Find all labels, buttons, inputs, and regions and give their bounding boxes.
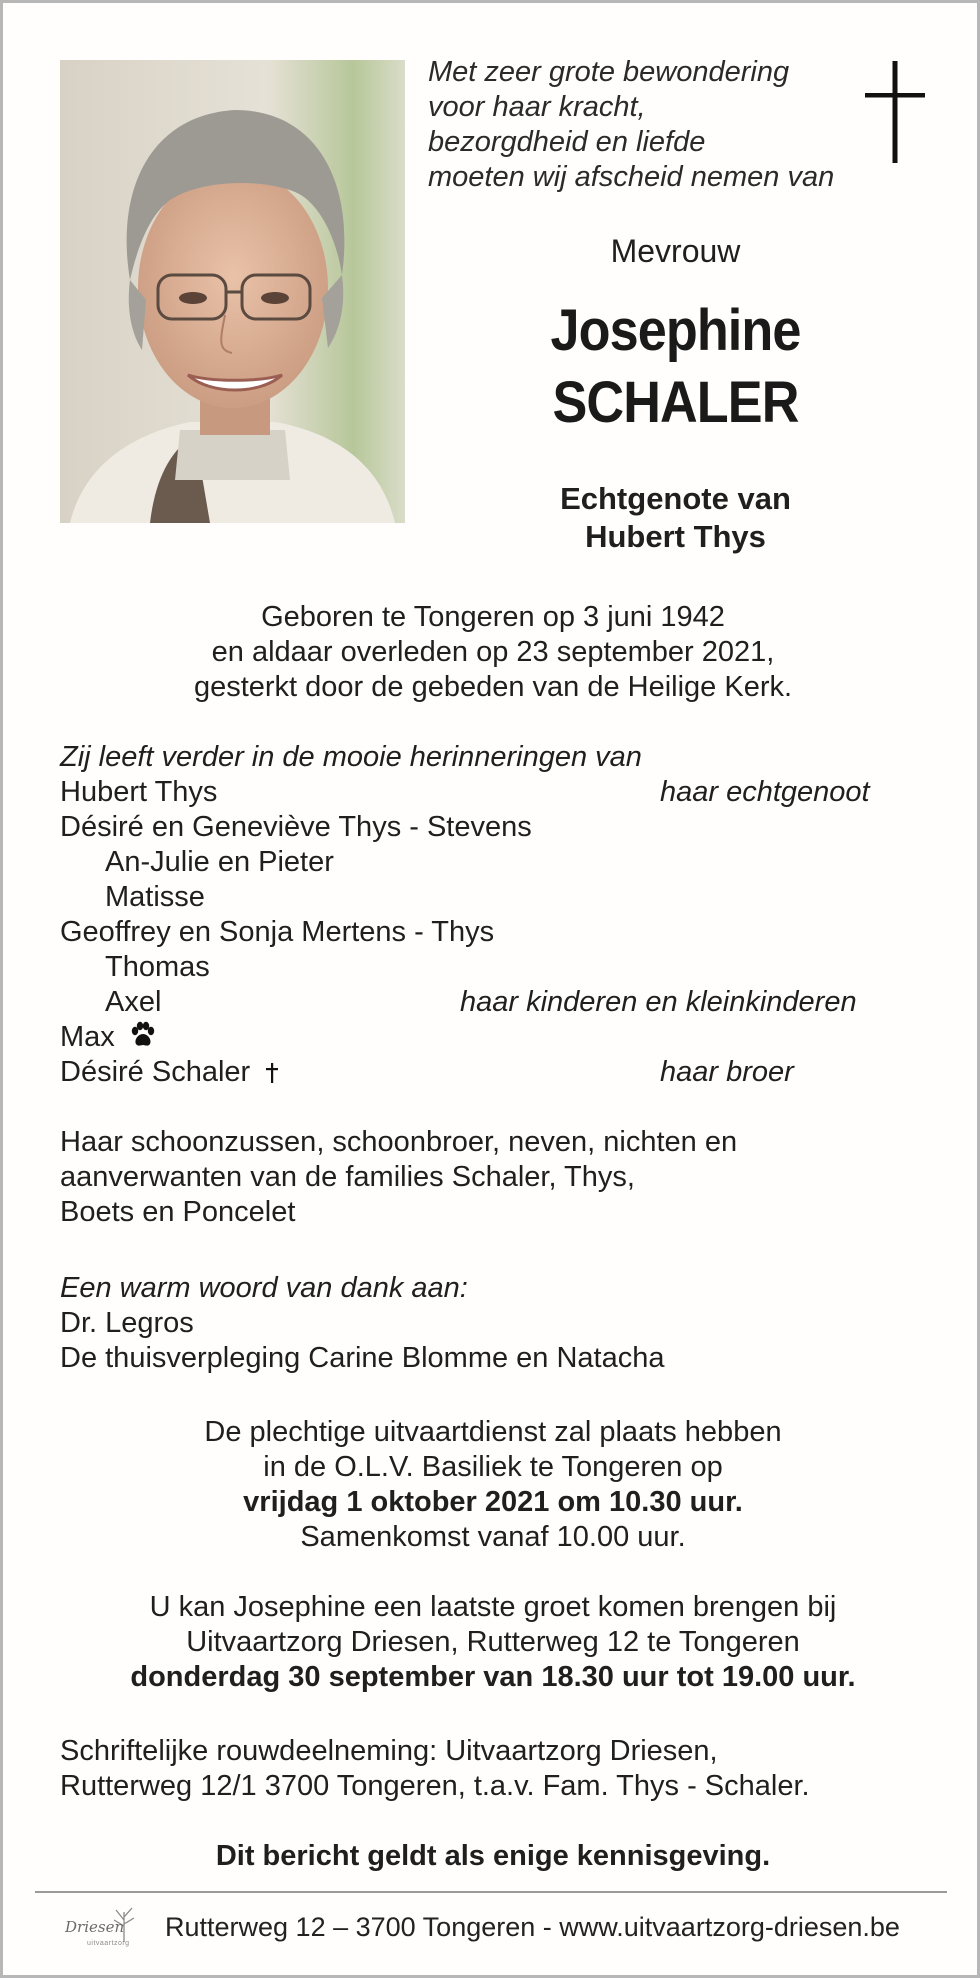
cross-icon — [865, 61, 925, 163]
family-member: An-Julie en Pieter — [105, 846, 334, 878]
relatives-line: aanverwanten van de families Schaler, Thys, — [60, 1161, 635, 1193]
funeral-home-logo — [61, 1900, 143, 1958]
family-row — [60, 1020, 920, 1055]
visit-line: Uitvaartzorg Driesen, Rutterweg 12 te Tongeren — [186, 1626, 800, 1658]
intro-line: moeten wij afscheid nemen van — [428, 161, 835, 193]
thanks-line: Dr. Legros — [60, 1307, 194, 1339]
logo-subtitle: uitvaartzorg — [87, 1940, 130, 1947]
condolences-line: Rutterweg 12/1 3700 Tongeren, t.a.v. Fam. Thys - Schaler. — [60, 1770, 810, 1802]
paw-icon — [129, 1021, 157, 1049]
family-row — [60, 845, 920, 880]
thanks-line: De thuisverpleging Carine Blomme en Natacha — [60, 1342, 665, 1374]
relatives-line: Boets en Poncelet — [60, 1196, 296, 1228]
relatives-text — [60, 1125, 940, 1230]
intro-text — [428, 55, 858, 195]
family-member: Axel — [105, 986, 162, 1018]
spouse-info — [473, 480, 878, 556]
family-heading: Zij leeft verder in de mooie herinneringen van — [60, 741, 642, 773]
family-member: Geoffrey en Sonja Mertens - Thys — [60, 916, 495, 948]
gathering-time: Samenkomst vanaf 10.00 uur. — [300, 1521, 686, 1553]
family-row — [60, 1055, 920, 1090]
thanks-section — [60, 1271, 940, 1376]
honorific: Mevrouw — [610, 233, 741, 269]
family-member: Max — [60, 1021, 115, 1053]
relatives-line: Haar schoonzussen, schoonbroer, neven, nichten en — [60, 1126, 738, 1158]
family-member: Hubert Thys — [60, 776, 218, 808]
family-row — [60, 985, 920, 1020]
visit-info — [43, 1590, 943, 1695]
logo-name: Driesen — [65, 1918, 125, 1936]
spouse-name: Hubert Thys — [585, 519, 766, 554]
spouse-label: Echtgenote van — [560, 481, 791, 516]
born-line: gesterkt door de gebeden van de Heilige Kerk. — [193, 671, 793, 703]
service-line: in de O.L.V. Basiliek te Tongeren op — [263, 1451, 723, 1483]
intro-line: Met zeer grote bewondering — [428, 56, 790, 88]
family-row — [60, 950, 920, 985]
born-line: Geboren te Tongeren op 3 juni 1942 — [261, 601, 725, 633]
family-row — [60, 810, 920, 845]
birth-death-info — [63, 600, 923, 705]
last-name: SCHALER — [552, 370, 799, 435]
family-member: Désiré Schaler — [60, 1056, 251, 1088]
intro-line: bezorgdheid en liefde — [428, 126, 706, 158]
visit-line: U kan Josephine een laatste groet komen brengen bij — [149, 1591, 837, 1623]
footer-divider — [35, 1891, 947, 1893]
family-member: Désiré en Geneviève Thys - Stevens — [60, 811, 532, 843]
family-member: Thomas — [105, 951, 210, 983]
family-row — [60, 915, 920, 950]
deceased-name — [493, 295, 858, 439]
service-date: vrijdag 1 oktober 2021 om 10.30 uur. — [243, 1486, 743, 1518]
relation-label: haar kinderen en kleinkinderen — [460, 986, 857, 1018]
footer-address: Rutterweg 12 – 3700 Tongeren - www.uitvaartzorg-driesen.be — [165, 1912, 900, 1942]
visit-date: donderdag 30 september van 18.30 uur tot 19.00 uur. — [130, 1661, 856, 1693]
family-member: Matisse — [105, 881, 205, 913]
family-list — [60, 740, 920, 1090]
service-line: De plechtige uitvaartdienst zal plaats hebben — [204, 1416, 782, 1448]
small-cross-icon — [266, 1063, 278, 1083]
portrait-photo — [60, 60, 405, 523]
thanks-heading: Een warm woord van dank aan: — [60, 1272, 468, 1304]
first-name: Josephine — [550, 298, 801, 363]
condolences-info — [60, 1734, 940, 1804]
intro-line: voor haar kracht, — [428, 91, 646, 123]
relation-label: haar echtgenoot — [660, 776, 870, 808]
family-row — [60, 775, 920, 810]
notice-text: Dit bericht geldt als enige kennisgeving. — [215, 1840, 771, 1872]
relation-label: haar broer — [660, 1056, 794, 1088]
portrait-image — [60, 60, 405, 523]
family-row — [60, 880, 920, 915]
service-info — [43, 1415, 943, 1555]
born-line: en aldaar overleden op 23 september 2021, — [211, 636, 775, 668]
condolences-line: Schriftelijke rouwdeelneming: Uitvaartzorg Driesen, — [60, 1735, 718, 1767]
